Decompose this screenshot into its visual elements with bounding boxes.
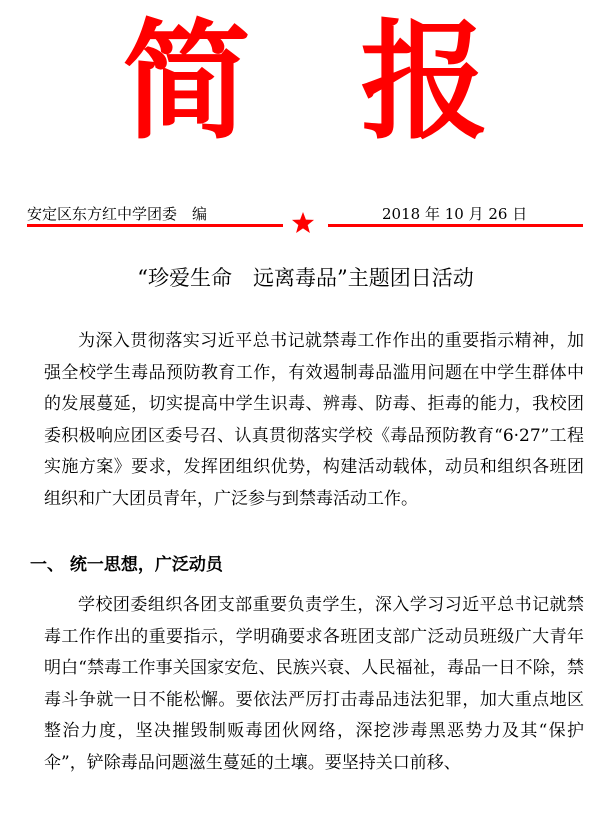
divider-left (27, 224, 283, 227)
paragraph-section-1: 学校团委组织各团支部重要负责学生，深入学习习近平总书记就禁毒工作作出的重要指示，学明确要求各班团支部广泛动员班级广大青年明白“禁毒工作事关国家安危、民族兴衰、人民福祉，毒品一日不除，禁毒斗争就一日不能松懈。要依法严厉打击毒品违法犯罪，加大重点地区整治力度，坚决摧毁制贩毒团伙网络，深挖涉毒黑恶势力及其“保护伞”，铲除毒品问题滋生蔓延的土壤。要坚持关口前移、 (44, 595, 584, 773)
masthead-title (0, 8, 611, 158)
divider-right (328, 224, 583, 227)
section-heading: 一、 统一思想，广泛动员 (30, 555, 223, 575)
paragraph-intro: 为深入贯彻落实习近平总书记就禁毒工作作出的重要指示精神，加强全校学生毒品预防教育工作，有效遏制毒品滥用问题在中学生群体中的发展蔓延，切实提高中学生识毒、辨毒、防毒、拒毒的能力，我校团委积极响应团区委号召、认真贯彻落实学校《毒品预防教育“6·27”工程实施方案》要求，发挥团组织优势，构建活动载体，动员和组织各班团组织和广大团员青年，广泛参与到禁毒活动工作。 (44, 331, 584, 509)
issue-date: 2018 年 10 月 26 日 (382, 205, 528, 223)
star-icon (291, 211, 315, 235)
article-title: “珍爱生命 远离毒品”主题团日活动 (137, 266, 474, 290)
masthead-char-2: 报 (360, 8, 489, 157)
masthead-char-1: 简 (122, 8, 251, 157)
issuer-line: 安定区东方红中学团委 编 (27, 205, 208, 223)
